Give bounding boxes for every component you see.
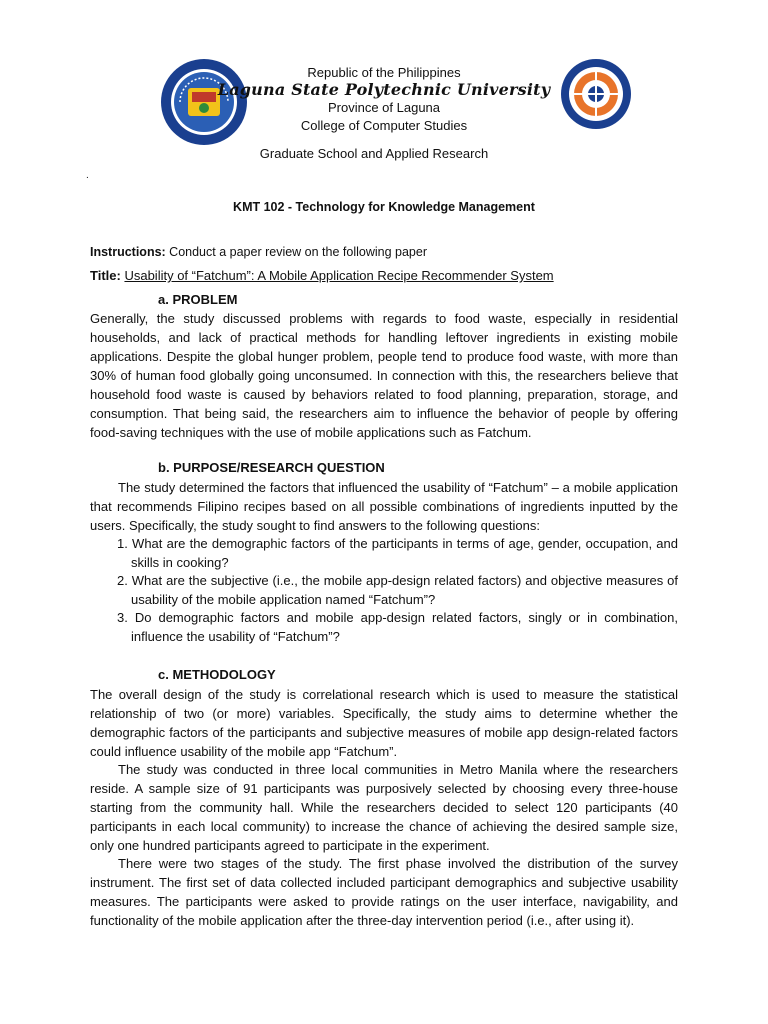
methodology-paragraph-1: The overall design of the study is correlational research which is used to measure the statistical relationship of two (or more) variables. Specifically, the study aims to determine whether the demographic factors of the participants and subjective measures of mobile app design-related factors could influence usability of the mobile app “Fatchum”.: [90, 687, 678, 759]
research-questions-list: [117, 535, 678, 646]
list-item: 2. What are the subjective (i.e., the mobile app-design related factors) and objective measures of usability of the mobile application named “Fatchum”?: [117, 573, 678, 607]
header-university-name: Laguna State Polytechnic University: [217, 80, 551, 99]
stray-mark: .: [86, 170, 89, 181]
header-graduate-school: Graduate School and Applied Research: [259, 146, 489, 161]
section-heading-problem: a. PROBLEM: [158, 292, 238, 307]
methodology-paragraph-3: There were two stages of the study. The first phase involved the distribution of the survey instrument. The first set of data collected included participant demographics and subjective usability measures. The participants were asked to provide ratings on the user interface, navigability, and functionality of the mobile application after the three-day intervention period (i.e., after using it).: [90, 856, 678, 928]
paper-title-label: Title:: [90, 268, 121, 283]
list-item: 1. What are the demographic factors of the participants in terms of age, gender, occupation, and skills in cooking?: [117, 536, 678, 570]
list-item: 3. Do demographic factors and mobile app-design related factors, singly or in combination, influence the usability of “Fatchum”?: [117, 610, 678, 644]
section-heading-purpose: b. PURPOSE/RESEARCH QUESTION: [158, 460, 385, 475]
problem-paragraph: Generally, the study discussed problems with regards to food waste, especially in residential households, and lack of practical methods for handling leftover ingredients in existing mobile applications. Despite the global hunger problem, people tend to produce food waste, with more than 30% of human food globally going unconsumed. In connection with this, the researchers believe that household food waste is caused by behaviors related to food planning, preparation, storage, and consumption. That being said, the researchers aim to influence the behavior of people by offering food-saving techniques with the use of mobile applications such as Fatchum.: [90, 311, 678, 440]
instructions-text: Conduct a paper review on the following paper: [165, 245, 427, 259]
section-heading-methodology: c. METHODOLOGY: [158, 667, 276, 682]
header-college: College of Computer Studies: [300, 118, 468, 133]
methodology-paragraph-2: The study was conducted in three local communities in Metro Manila where the researchers reside. A sample size of 91 participants was purposively selected by choosing every three-house starting from the community hall. While the researchers decided to select 120 participants (40 participants in each local community) to increase the chance of achieving the desired sample size, only one hundred participants agreed to participate in the experiment.: [90, 762, 678, 853]
paper-title-line: [90, 266, 678, 285]
course-title: KMT 102 - Technology for Knowledge Management: [233, 200, 535, 214]
purpose-paragraph: The study determined the factors that influenced the usability of “Fatchum” – a mobile application that recommends Filipino recipes based on all possible combinations of ingredients inputted by the users. Specifically, the study sought to find answers to the following questions:: [90, 480, 678, 533]
header-province: Province of Laguna: [327, 100, 441, 115]
instructions-label: Instructions:: [90, 245, 166, 259]
paper-title-text: Usability of “Fatchum”: A Mobile Application Recipe Recommender System: [124, 268, 554, 283]
instructions-line: [90, 243, 678, 262]
header-republic: Republic of the Philippines: [307, 65, 461, 80]
